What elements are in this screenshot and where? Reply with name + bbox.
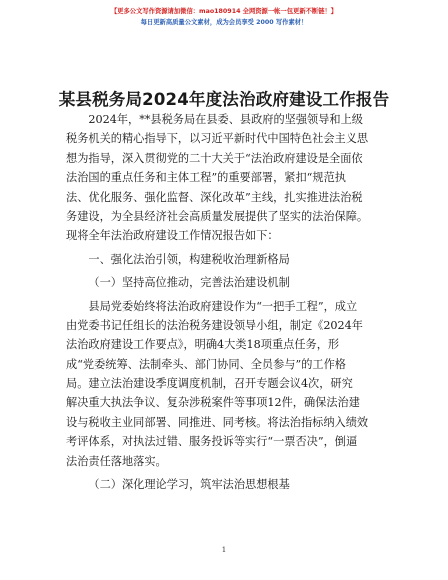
promo-banner-line-1: 【更多公文写作资源请加微信：mao180914 全网资源一帐一包更新不断链！】 bbox=[110, 8, 338, 15]
text-line: 成“党委统筹、法制牵头、部门协同、全员参与”的工作格 bbox=[66, 357, 346, 371]
document-body bbox=[66, 110, 384, 494]
text-line: 法治责任落地落实。 bbox=[66, 454, 167, 468]
subsection-heading-1-2: （二）深化理论学习，筑牢法治思想根基 bbox=[88, 478, 290, 492]
text-line: 县局党委始终将法治政府建设作为“一把手工程”，成立 bbox=[88, 299, 358, 313]
page-number: 1 bbox=[221, 546, 227, 554]
text-line: 务建设，为全县经济社会高质量发展提供了坚实的法治保障。 bbox=[66, 209, 369, 223]
text-line: 想为指导，深入贯彻党的二十大关于“法治政府建设是全面依 bbox=[66, 151, 363, 165]
text-line: 2024年，**县税务局在县委、县政府的坚强领导和上级 bbox=[88, 113, 363, 126]
text-line: 由党委书记任组长的法治税务建设领导小组，制定《2024年 bbox=[66, 318, 363, 332]
text-line: 局。建立法治建设季度调度机制，召开专题会议4次，研究 bbox=[66, 377, 353, 391]
promo-banner bbox=[0, 6, 448, 28]
document-title: 某县税务局2024年度法治政府建设工作报告 bbox=[58, 90, 390, 109]
subsection-heading-1-1: （一）坚持高位推动，完善法治建设机制 bbox=[88, 276, 290, 290]
text-line: 设与税收主业同部署、同推进、同考核。将法治指标纳入绩效 bbox=[66, 415, 369, 429]
text-line: 现将全年法治政府建设工作情况报告如下： bbox=[66, 229, 279, 243]
paragraph-intro bbox=[66, 110, 384, 246]
text-line: 解决重大执法争议、复杂涉税案件等事项12件，确保法治建 bbox=[66, 396, 360, 410]
paragraph-mechanism bbox=[66, 297, 384, 472]
text-line: 税务机关的精心指导下，以习近平新时代中国特色社会主义思 bbox=[66, 132, 369, 146]
text-line: 法、优化服务、强化监督、深化改革”主线，扎实推进法治税 bbox=[66, 190, 363, 204]
text-line: 考评体系，对执法过错、服务投诉等实行“一票否决”，倒逼 bbox=[66, 435, 358, 449]
section-heading-1: 一、强化法治引领，构建税收治理新格局 bbox=[88, 252, 290, 266]
text-line: 法治政府建设工作要点》，明确4大类18项重点任务，形 bbox=[66, 338, 340, 352]
promo-banner-line-2: 每日更新高质量公文素材，成为会员享受 2000 写作素材！ bbox=[140, 19, 308, 26]
text-line: 法治国的重点任务和主体工程”的重要部署，紧扣“规范执 bbox=[66, 171, 346, 185]
